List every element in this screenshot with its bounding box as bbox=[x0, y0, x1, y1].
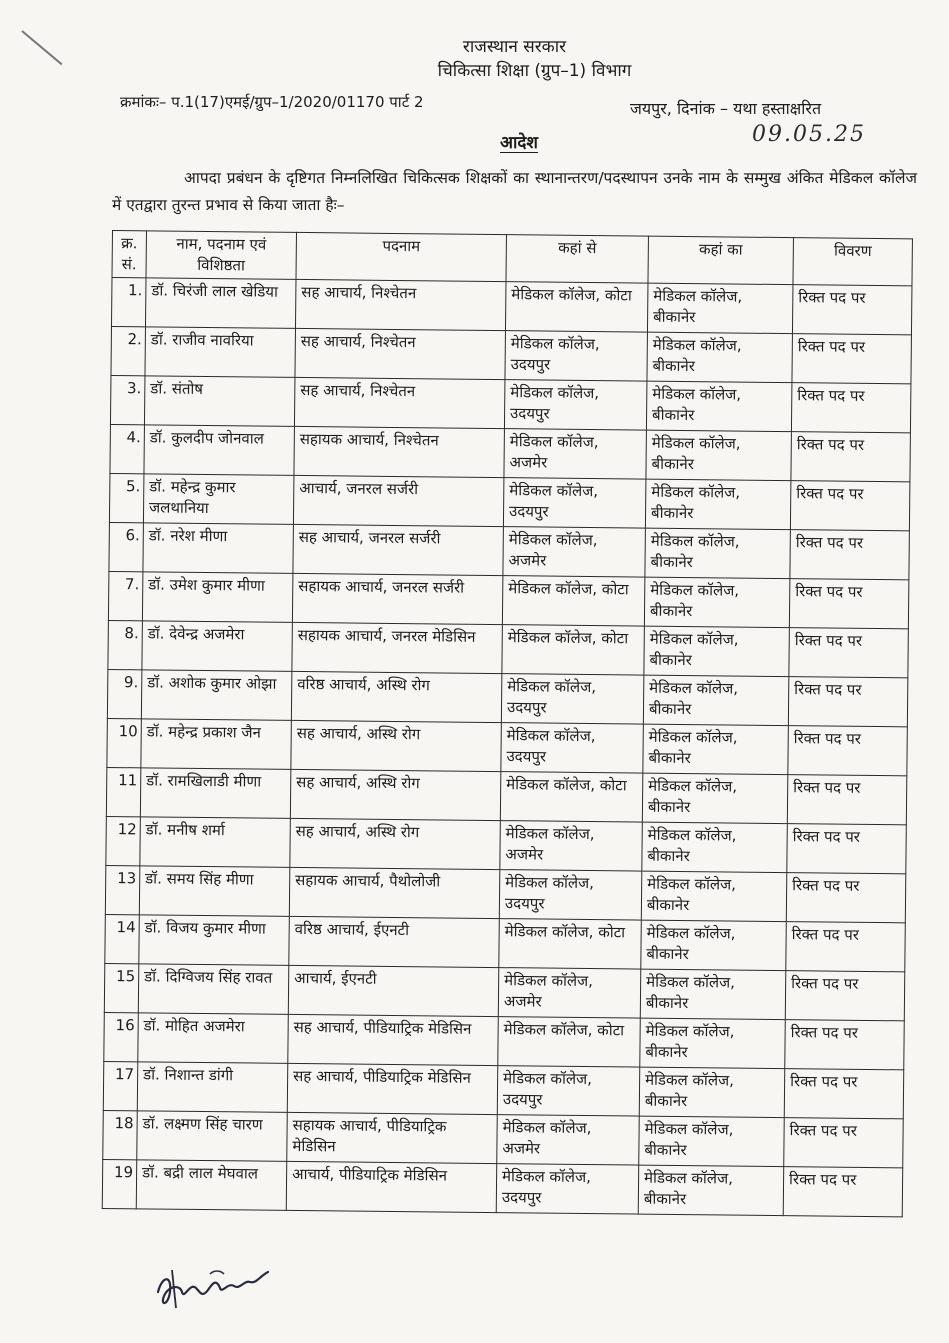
cell-designation: आचार्य, ईएनटी bbox=[288, 965, 499, 1016]
table-row bbox=[108, 620, 908, 677]
cell-remark: रिक्त पद पर bbox=[790, 481, 910, 531]
cell-to: मेडिकल कॉलेज, बीकानेर bbox=[642, 822, 788, 873]
table-row bbox=[109, 522, 909, 579]
cell-sno: 10 bbox=[107, 718, 142, 767]
cell-to: मेडिकल कॉलेज, बीकानेर bbox=[647, 332, 793, 383]
header-name: नाम, पदनाम एवं विशिष्ठता bbox=[146, 231, 296, 280]
cell-designation: सह आचार्य, पीडियाट्रिक मेडिसिन bbox=[288, 1014, 499, 1065]
cell-remark: रिक्त पद पर bbox=[787, 824, 907, 874]
transfer-table bbox=[102, 230, 913, 1217]
cell-name: डॉ. समय सिंह मीणा bbox=[139, 866, 290, 917]
cell-sno: 11 bbox=[106, 767, 141, 816]
cell-from: मेडिकल कॉलेज, उदयपुर bbox=[503, 478, 646, 528]
header-remark: विवरण bbox=[793, 238, 912, 286]
cell-sno: 4. bbox=[110, 424, 145, 473]
cell-to: मेडिकल कॉलेज, बीकानेर bbox=[647, 283, 793, 334]
intro-paragraph: आपदा प्रबंधन के दृष्टिगत निम्नलिखित चिकित्सक शिक्षकों का स्थानान्तरण/पदस्थापन उनके नाम के सम्मुख अंकित मेडिकल कॉलेज में एतद्वारा तुरन्त प्रभाव से किया जाता हैः– bbox=[112, 169, 917, 214]
cell-remark: रिक्त पद पर bbox=[792, 334, 912, 384]
order-title: आदेश bbox=[500, 133, 538, 153]
table-row bbox=[104, 963, 904, 1020]
cell-to: मेडिकल कॉलेज, बीकानेर bbox=[643, 675, 789, 726]
header-to: कहां का bbox=[648, 236, 793, 285]
cell-sno: 19 bbox=[102, 1159, 137, 1208]
cell-to: मेडिकल कॉलेज, बीकानेर bbox=[645, 479, 791, 530]
table-body bbox=[102, 278, 912, 1217]
table-row bbox=[106, 816, 906, 873]
cell-designation: वरिष्ठ आचार्य, ईएनटी bbox=[289, 916, 500, 967]
cell-remark: रिक्त पद पर bbox=[792, 285, 912, 335]
cell-sno: 6. bbox=[109, 522, 144, 571]
cell-designation: सह आचार्य, अस्थि रोग bbox=[291, 720, 502, 771]
cell-designation: वरिष्ठ आचार्य, अस्थि रोग bbox=[291, 671, 502, 722]
cell-name: डॉ. राजीव नावरिया bbox=[145, 327, 296, 378]
signature-icon bbox=[150, 1262, 280, 1314]
cell-from: मेडिकल कॉलेज, कोटा bbox=[505, 282, 648, 332]
cell-remark: रिक्त पद पर bbox=[788, 677, 908, 727]
table-row bbox=[110, 375, 910, 432]
cell-name: डॉ. महेन्द्र कुमार जलथानिया bbox=[143, 474, 294, 525]
cell-to: मेडिकल कॉलेज, बीकानेर bbox=[644, 626, 790, 677]
government-heading: राजस्थान सरकार bbox=[462, 37, 567, 57]
cell-from: मेडिकल कॉलेज, उदयपुर bbox=[504, 380, 647, 430]
cell-from: मेडिकल कॉलेज, अजमेर bbox=[498, 968, 641, 1018]
cell-designation: सह आचार्य, निश्चेतन bbox=[295, 279, 506, 330]
cell-from: मेडिकल कॉलेज, अजमेर bbox=[497, 1115, 640, 1165]
cell-designation: सह आचार्य, जनरल सर्जरी bbox=[293, 524, 504, 575]
cell-remark: रिक्त पद पर bbox=[791, 432, 911, 482]
cell-from: मेडिकल कॉलेज, कोटा bbox=[502, 625, 645, 675]
cell-name: डॉ. उमेश कुमार मीणा bbox=[142, 572, 293, 623]
cell-designation: सहायक आचार्य, पीडियाट्रिक मेडिसिन bbox=[287, 1112, 498, 1163]
table-row bbox=[106, 767, 906, 824]
table-row bbox=[110, 424, 910, 481]
cell-designation: सह आचार्य, अस्थि रोग bbox=[290, 769, 501, 820]
table-row bbox=[107, 669, 907, 726]
table-row bbox=[104, 1012, 904, 1069]
cell-from: मेडिकल कॉलेज, अजमेर bbox=[500, 821, 643, 871]
place-date: जयपुर, दिनांक – यथा हस्ताक्षरित bbox=[630, 99, 822, 118]
cell-name: डॉ. देवेन्द्र अजमेरा bbox=[142, 621, 293, 672]
cell-to: मेडिकल कॉलेज, बीकानेर bbox=[641, 871, 787, 922]
cell-designation: सह आचार्य, निश्चेतन bbox=[294, 377, 505, 428]
cell-remark: रिक्त पद पर bbox=[784, 1118, 904, 1168]
cell-to: मेडिकल कॉलेज, बीकानेर bbox=[641, 920, 787, 971]
cell-name: डॉ. महेन्द्र प्रकाश जैन bbox=[141, 719, 292, 770]
cell-designation: आचार्य, जनरल सर्जरी bbox=[293, 475, 504, 526]
cell-to: मेडिकल कॉलेज, बीकानेर bbox=[644, 577, 790, 628]
cell-remark: रिक्त पद पर bbox=[783, 1167, 903, 1217]
cell-sno: 15 bbox=[104, 963, 139, 1012]
cell-sno: 18 bbox=[103, 1110, 138, 1159]
cell-name: डॉ. कुलदीप जोनवाल bbox=[144, 425, 295, 476]
table-row bbox=[103, 1110, 903, 1167]
cell-to: मेडिकल कॉलेज, बीकानेर bbox=[642, 773, 788, 824]
cell-to: मेडिकल कॉलेज, बीकानेर bbox=[646, 381, 792, 432]
cell-from: मेडिकल कॉलेज, कोटा bbox=[498, 1017, 641, 1067]
table-row bbox=[111, 278, 911, 335]
cell-designation: आचार्य, पीडियाट्रिक मेडिसिन bbox=[286, 1161, 497, 1212]
cell-name: डॉ. संतोष bbox=[144, 376, 295, 427]
cell-name: डॉ. बद्री लाल मेघवाल bbox=[136, 1160, 287, 1211]
cell-designation: सह आचार्य, पीडियाट्रिक मेडिसिन bbox=[287, 1063, 498, 1114]
cell-sno: 16 bbox=[104, 1012, 139, 1061]
cell-sno: 12 bbox=[106, 816, 141, 865]
cell-sno: 8. bbox=[108, 620, 143, 669]
cell-name: डॉ. नरेश मीणा bbox=[143, 523, 294, 574]
cell-sno: 2. bbox=[111, 326, 146, 375]
cell-from: मेडिकल कॉलेज, उदयपुर bbox=[501, 723, 644, 773]
cell-name: डॉ. मोहित अजमेरा bbox=[138, 1013, 289, 1064]
cell-designation: सह आचार्य, अस्थि रोग bbox=[290, 818, 501, 869]
cell-sno: 5. bbox=[109, 473, 144, 522]
cell-name: डॉ. विजय कुमार मीणा bbox=[139, 915, 290, 966]
department-heading: चिकित्सा शिक्षा (ग्रुप–1) विभाग bbox=[437, 61, 632, 81]
cell-from: मेडिकल कॉलेज, कोटा bbox=[502, 576, 645, 626]
cell-remark: रिक्त पद पर bbox=[786, 873, 906, 923]
cell-sno: 13 bbox=[105, 865, 140, 914]
handwritten-date: 09.05.25 bbox=[752, 122, 866, 147]
cell-designation: सहायक आचार्य, जनरल सर्जरी bbox=[292, 573, 503, 624]
cell-remark: रिक्त पद पर bbox=[785, 971, 905, 1021]
cell-from: मेडिकल कॉलेज, उदयपुर bbox=[497, 1066, 640, 1116]
cell-remark: रिक्त पद पर bbox=[788, 726, 908, 776]
cell-to: मेडिकल कॉलेज, बीकानेर bbox=[638, 1165, 784, 1216]
cell-remark: रिक्त पद पर bbox=[791, 383, 911, 433]
order-number: क्रमांकः– प.1(17)एमई/ग्रुप–1/2020/01170 पार्ट 2 bbox=[120, 93, 424, 111]
cell-to: मेडिकल कॉलेज, बीकानेर bbox=[645, 528, 791, 579]
cell-designation: सहायक आचार्य, जनरल मेडिसिन bbox=[292, 622, 503, 673]
cell-name: डॉ. निशान्त डांगी bbox=[137, 1062, 288, 1113]
cell-remark: रिक्त पद पर bbox=[785, 1020, 905, 1070]
header-designation: पदनाम bbox=[296, 232, 506, 281]
cell-to: मेडिकल कॉलेज, बीकानेर bbox=[639, 1116, 785, 1167]
cell-from: मेडिकल कॉलेज, उदयपुर bbox=[496, 1164, 639, 1214]
cell-remark: रिक्त पद पर bbox=[786, 922, 906, 972]
cell-from: मेडिकल कॉलेज, अजमेर bbox=[503, 527, 646, 577]
table-row bbox=[109, 473, 909, 530]
cell-designation: सह आचार्य, निश्चेतन bbox=[295, 328, 506, 379]
cell-to: मेडिकल कॉलेज, बीकानेर bbox=[640, 1018, 786, 1069]
cell-to: मेडिकल कॉलेज, बीकानेर bbox=[643, 724, 789, 775]
cell-sno: 17 bbox=[103, 1061, 138, 1110]
cell-from: मेडिकल कॉलेज, उदयपुर bbox=[501, 674, 644, 724]
table-row bbox=[102, 1159, 902, 1216]
table-row bbox=[111, 326, 911, 383]
cell-remark: रिक्त पद पर bbox=[784, 1069, 904, 1119]
cell-from: मेडिकल कॉलेज, उदयपुर bbox=[499, 870, 642, 920]
cell-from: मेडिकल कॉलेज, कोटा bbox=[499, 919, 642, 969]
cell-name: डॉ. रामखिलाडी मीणा bbox=[140, 768, 291, 819]
cell-to: मेडिकल कॉलेज, बीकानेर bbox=[640, 969, 786, 1020]
cell-to: मेडिकल कॉलेज, बीकानेर bbox=[639, 1067, 785, 1118]
cell-designation: सहायक आचार्य, पैथोलोजी bbox=[289, 867, 500, 918]
cell-name: डॉ. अशोक कुमार ओझा bbox=[141, 670, 292, 721]
cell-remark: रिक्त पद पर bbox=[789, 579, 909, 629]
header-sno: क्र. सं. bbox=[112, 231, 146, 278]
cell-sno: 3. bbox=[110, 375, 145, 424]
table-row bbox=[108, 571, 908, 628]
cell-remark: रिक्त पद पर bbox=[790, 530, 910, 580]
table-row bbox=[105, 914, 905, 971]
header-from: कहां से bbox=[506, 235, 648, 283]
cell-from: मेडिकल कॉलेज, उदयपुर bbox=[505, 331, 648, 381]
cell-from: मेडिकल कॉलेज, कोटा bbox=[500, 772, 643, 822]
cell-name: डॉ. मनीष शर्मा bbox=[140, 817, 291, 868]
cell-sno: 14 bbox=[105, 914, 140, 963]
cell-to: मेडिकल कॉलेज, बीकानेर bbox=[646, 430, 792, 481]
cell-sno: 9. bbox=[107, 669, 142, 718]
table-row bbox=[107, 718, 907, 775]
table-row bbox=[103, 1061, 903, 1118]
table-header-row bbox=[112, 231, 912, 286]
cell-from: मेडिकल कॉलेज, अजमेर bbox=[504, 429, 647, 479]
cell-remark: रिक्त पद पर bbox=[789, 628, 909, 678]
cell-name: डॉ. चिरंजी लाल खेडिया bbox=[145, 278, 296, 329]
table-row bbox=[105, 865, 905, 922]
cell-remark: रिक्त पद पर bbox=[787, 775, 907, 825]
cell-name: डॉ. दिग्विजय सिंह रावत bbox=[138, 964, 289, 1015]
cell-name: डॉ. लक्ष्मण सिंह चारण bbox=[137, 1111, 288, 1162]
cell-sno: 7. bbox=[108, 571, 143, 620]
cell-designation: सहायक आचार्य, निश्चेतन bbox=[294, 426, 505, 477]
cell-sno: 1. bbox=[111, 278, 146, 327]
